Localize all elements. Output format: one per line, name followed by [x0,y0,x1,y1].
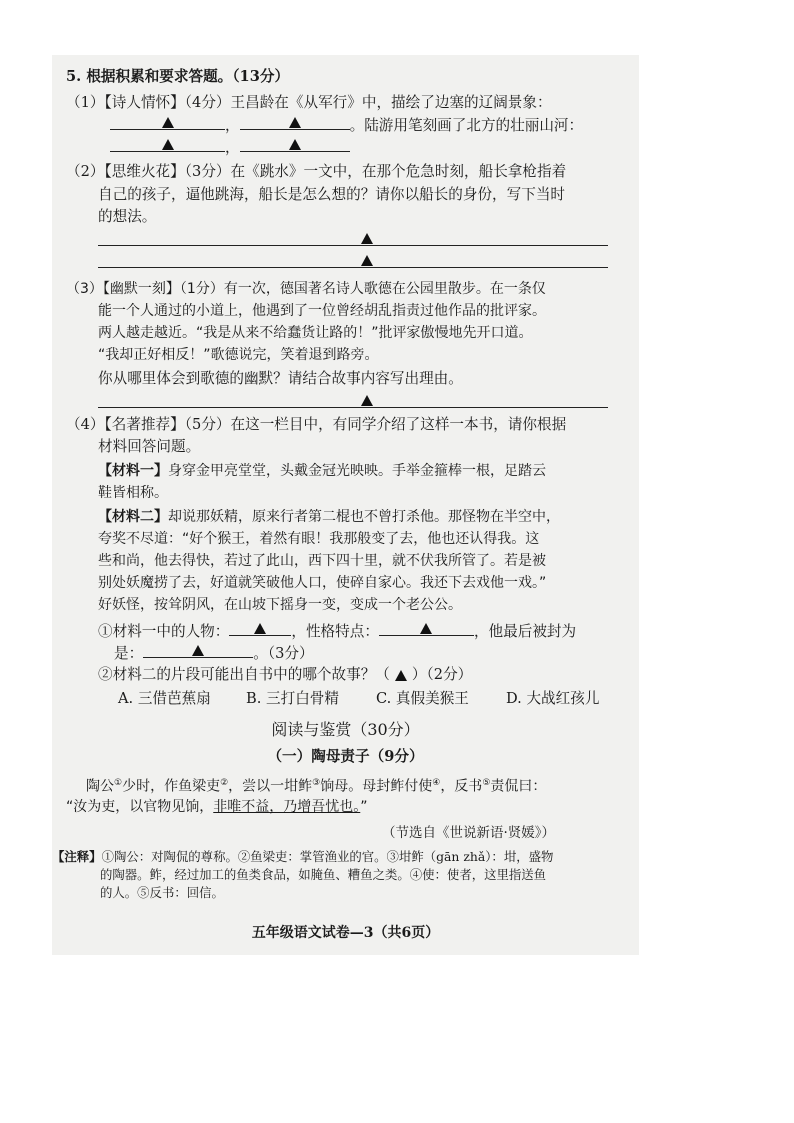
answer-blank[interactable] [110,137,225,152]
q5-1-answer-line-2: ， [110,137,350,158]
exam-page [52,55,639,955]
material-1-line-1: 【材料一】身穿金甲亮堂堂，头戴金冠光映映。手举金箍棒一根，足踏云 [98,463,546,479]
trait-blank[interactable] [379,621,474,636]
passage-subtitle: （一）陶母责子（9分） [267,748,424,765]
answer-triangle-icon [361,395,373,406]
answer-blank[interactable] [240,137,350,152]
q5-1-answer-line: ， 。陆游用笔刻画了北方的壮丽山河： [110,115,583,136]
q5-1-prompt: （1）【诗人情怀】（4分）王昌龄在《从军行》中，描绘了边塞的辽阔景象： [66,94,552,111]
q5-3-prompt-3: 两人越走越近。“我是从来不给蠢货让路的！”批评家傲慢地先开口道。 [98,325,533,341]
answer-triangle-icon [361,233,373,244]
annotation-line-1: 【注释】①陶公：对陶侃的尊称。②鱼梁吏：掌管渔业的官。③坩鲊（gān zhǎ）：坩，盛物 [52,849,554,864]
material-2-line-3: 些和尚，他去得快，若过了此山，西下四十里，就不伏我所管了。若是被 [98,553,546,569]
passage-line-1: 陶公①少时，作鱼梁吏②，尝以一坩鲊③饷母。母封鲊付使④，反书⑤责侃曰： [86,778,547,795]
q5-3-question: 你从哪里体会到歌德的幽默？请结合故事内容写出理由。 [98,370,463,387]
answer-triangle-icon [162,139,174,150]
q5-2-prompt-2: 自己的孩子，逼他跳海，船长是怎么想的？请你以船长的身份，写下当时 [98,186,566,203]
option-d[interactable]: D. 大战红孩儿 [506,690,600,707]
sub-question-1: ①材料一中的人物： ，性格特点： ，他最后被封为 [98,623,577,640]
answer-triangle-icon [192,645,204,656]
answer-line[interactable] [98,267,608,268]
answer-triangle-icon [289,117,301,128]
passage-line-2: “汝为吏，以官物见饷，非唯不益，乃增吾忧也。” [66,799,368,815]
answer-line[interactable] [98,407,608,408]
q5-2-prompt-3: 的想法。 [98,208,157,225]
answer-blank[interactable] [240,115,350,130]
question-5-title: 5. 根据积累和要求答题。（13分） [66,68,290,85]
page-footer: 五年级语文试卷—3（共6页） [251,925,440,941]
q5-3-prompt-2: 能一个人通过的小道上，他遇到了一位曾经胡乱指责过他作品的批评家。 [98,303,546,319]
options-row [118,689,599,709]
q5-3-prompt-4: “我却正好相反！”歌德说完，笑着退到路旁。 [98,347,379,363]
material-2-line-4: 别处妖魔捞了去，好道就笑破他人口，使碎自家心。我还下去戏他一戏。” [98,575,547,591]
answer-triangle-icon [162,117,174,128]
title-blank[interactable] [143,643,253,658]
answer-triangle-icon [420,623,432,634]
passage-source: （节选自《世说新语·贤媛》） [382,825,556,841]
material-2-line-1: 【材料二】却说那妖精，原来行者第二棍也不曾打杀他。那怪物在半空中， [98,509,560,525]
q5-2-prompt-1: （2）【思维火花】（3分）在《跳水》一文中，在那个危急时刻，船长拿枪指着 [66,163,567,180]
answer-triangle-icon [289,139,301,150]
annotation-line-2: 的陶器。鲊，经过加工的鱼类食品，如腌鱼、糟鱼之类。④使：使者，这里指送鱼 [100,867,547,882]
underlined-sentence: 非唯不益，乃增吾忧也。 [213,799,361,815]
option-a[interactable]: A. 三借芭蕉扇 [118,690,211,707]
answer-triangle-icon [361,255,373,266]
answer-line[interactable] [98,245,608,246]
choice-slot[interactable] [390,665,412,685]
material-2-line-2: 夸奖不尽道：“好个猴王，着然有眼！我那般变了去，他也还认得我。这 [98,531,540,547]
q5-3-prompt-1: （3）【幽默一刻】（1分）有一次，德国著名诗人歌德在公园里散步。在一条仅 [66,281,546,297]
option-b[interactable]: B. 三打白骨精 [246,690,339,707]
material-2-line-5: 好妖怪，按耸阴风，在山坡下摇身一变，变成一个老公公。 [98,597,462,613]
answer-triangle-icon [254,623,266,634]
q5-4-prompt-1: （4）【名著推荐】（5分）在这一栏目中，有同学介绍了这样一本书，请你根据 [66,416,567,433]
annotation-line-3: 的人。⑤反书：回信。 [100,885,224,900]
sub-question-2: ②材料二的片段可能出自书中的哪个故事？（ ）（2分） [98,666,473,683]
sub-question-1-cont: 是： 。（3分） [114,645,314,662]
character-blank[interactable] [229,621,291,636]
option-c[interactable]: C. 真假美猴王 [376,690,469,707]
answer-blank[interactable] [110,115,225,130]
section-title: 阅读与鉴赏（30分） [271,720,420,739]
q5-4-prompt-2: 材料回答问题。 [98,438,201,455]
material-1-line-2: 鞋皆相称。 [98,485,168,501]
answer-triangle-icon [395,670,407,681]
